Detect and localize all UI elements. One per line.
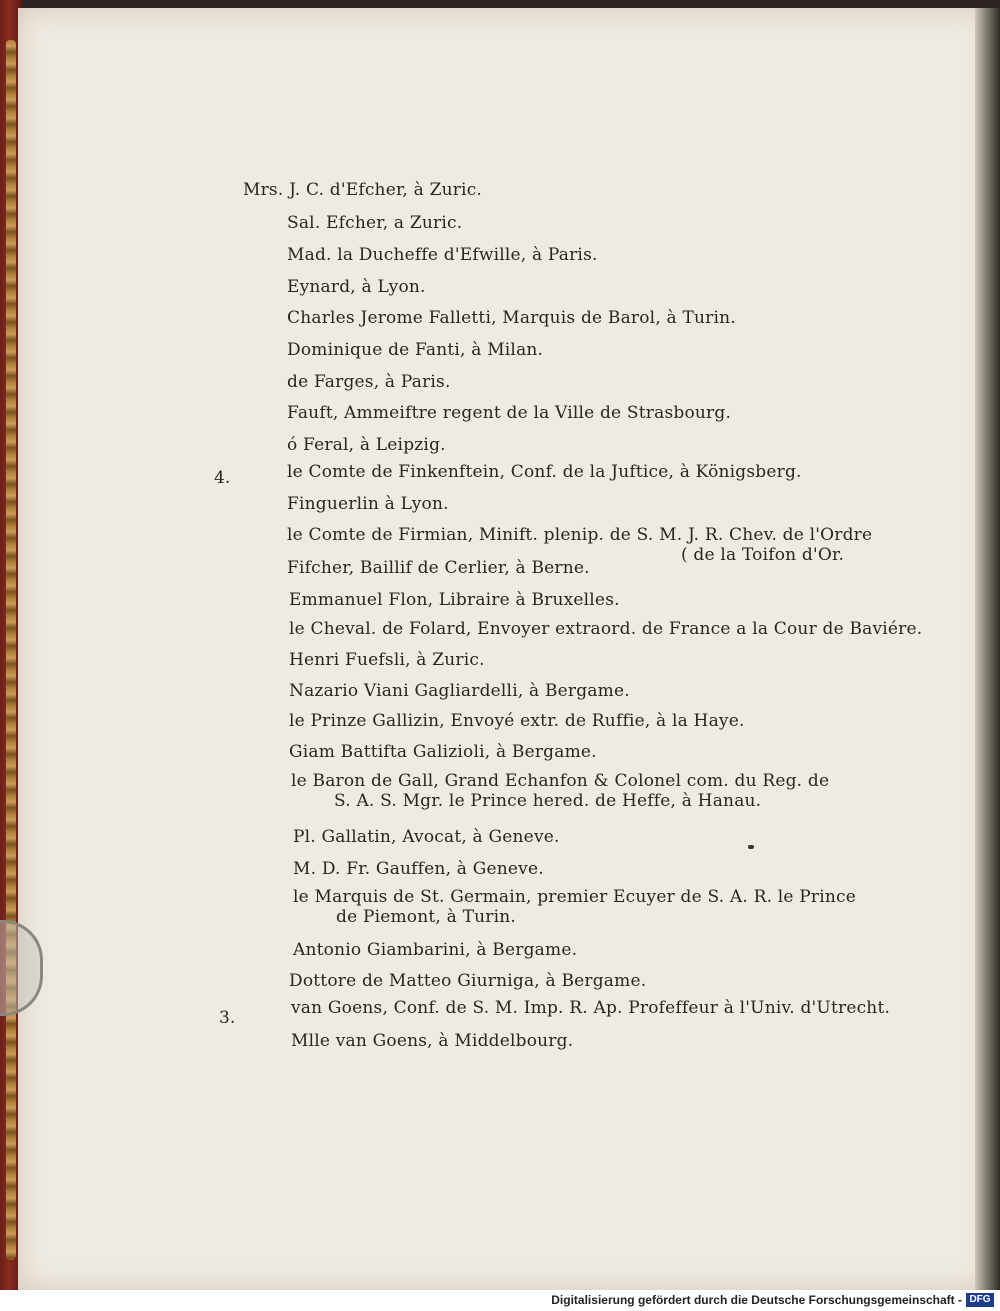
entry-gagliardelli: Nazario Viani Gagliardelli, à Bergame. — [289, 681, 630, 701]
entry-finguerlin: Finguerlin à Lyon. — [287, 494, 449, 514]
entry-fischer: Fifcher, Baillif de Cerlier, à Berne. — [287, 558, 590, 578]
margin-number-3: 3. — [219, 1008, 236, 1028]
entry-fanti: Dominique de Fanti, à Milan. — [287, 340, 544, 360]
entry-mlle-van-goens: Mlle van Goens, à Middelbourg. — [291, 1031, 574, 1051]
entry-feral: ó Feral, à Leipzig. — [287, 435, 446, 455]
dfg-logo-icon: DFG — [966, 1293, 994, 1307]
entry-giurniga: Dottore de Matteo Giurniga, à Bergame. — [289, 971, 647, 991]
entry-farges: de Farges, à Paris. — [287, 372, 451, 392]
entry-galizioli: Giam Battifta Galizioli, à Bergame. — [289, 742, 597, 762]
entry-gallizin: le Prinze Gallizin, Envoyé extr. de Ruffie, à la Haye. — [289, 711, 745, 731]
footer-credit: Digitalisierung gefördert durch die Deutsche Forschungsgemeinschaft - — [551, 1293, 962, 1307]
entry-firmian: le Comte de Firmian, Minift. plenip. de S. M. J. R. Chev. de l'Ordre — [287, 525, 873, 545]
entry-firmian-cont: ( de la Toifon d'Or. — [681, 545, 845, 565]
entry-gall-cont: S. A. S. Mgr. le Prince hered. de Heffe, à Hanau. — [334, 791, 762, 811]
entry-gallatin: Pl. Gallatin, Avocat, à Geneve. — [293, 827, 560, 847]
entry-gall: le Baron de Gall, Grand Echanfon & Colonel com. du Reg. de — [291, 771, 830, 791]
entry-eswille: Mad. la Ducheffe d'Efwille, à Paris. — [287, 245, 598, 265]
margin-number-4: 4. — [214, 468, 231, 488]
page-edge — [975, 8, 1000, 1290]
entry-st-germain-cont: de Piemont, à Turin. — [336, 907, 516, 927]
entry-escher-sal: Sal. Efcher, a Zuric. — [287, 213, 463, 233]
page-paper — [18, 8, 992, 1290]
entry-fuessli: Henri Fuefsli, à Zuric. — [289, 650, 485, 670]
ink-speck — [748, 845, 754, 849]
entry-escher-jc: Mrs. J. C. d'Efcher, à Zuric. — [243, 180, 483, 200]
entry-van-goens: van Goens, Conf. de S. M. Imp. R. Ap. Profeffeur à l'Univ. d'Utrecht. — [291, 998, 891, 1018]
entry-falletti: Charles Jerome Falletti, Marquis de Barol, à Turin. — [287, 308, 736, 328]
entry-giambarini: Antonio Giambarini, à Bergame. — [293, 940, 578, 960]
entry-eynard: Eynard, à Lyon. — [287, 277, 426, 297]
entry-finkenstein: le Comte de Finkenftein, Conf. de la Juftice, à Königsberg. — [287, 462, 802, 482]
entry-st-germain: le Marquis de St. Germain, premier Ecuyer de S. A. R. le Prince — [293, 887, 857, 907]
binding-ornament — [6, 40, 16, 1260]
entry-flon: Emmanuel Flon, Libraire à Bruxelles. — [289, 590, 620, 610]
entry-folard: le Cheval. de Folard, Envoyer extraord. de France a la Cour de Baviére. — [289, 619, 923, 639]
entry-faust: Fauft, Ammeiftre regent de la Ville de Strasbourg. — [287, 403, 732, 423]
entry-gaussen: M. D. Fr. Gauffen, à Geneve. — [293, 859, 544, 879]
